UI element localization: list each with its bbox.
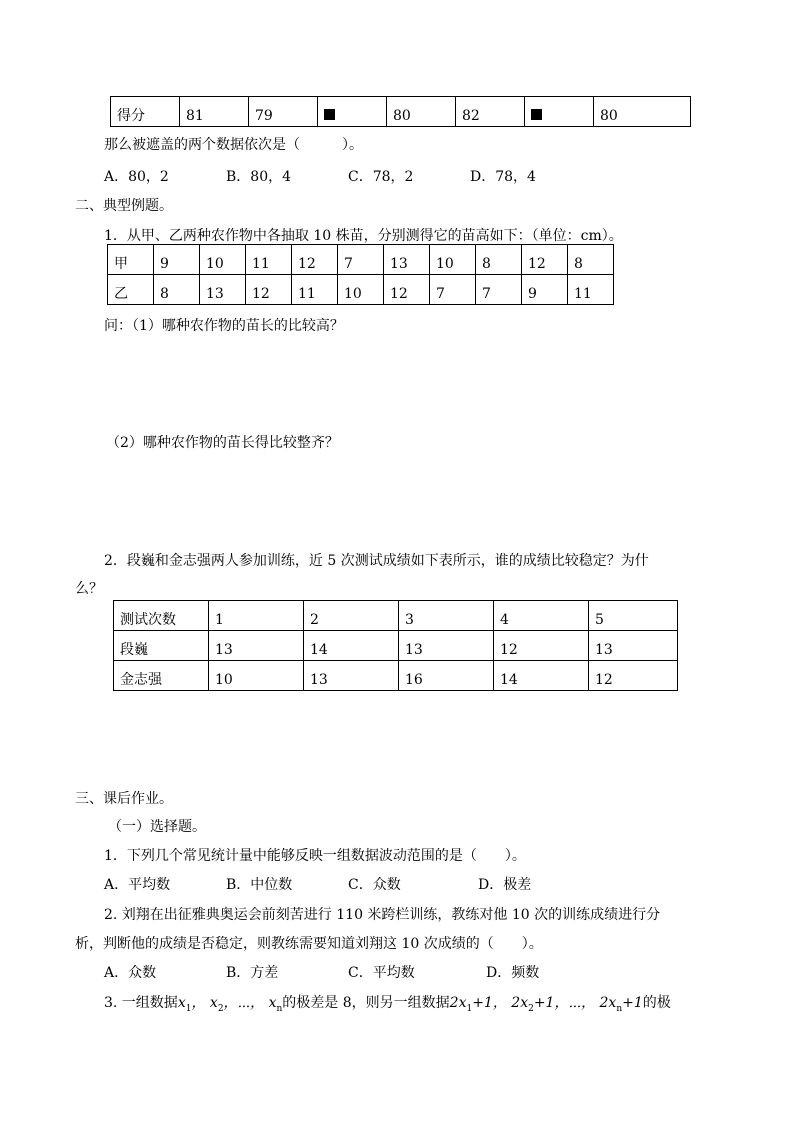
hw-q2-options <box>104 963 539 983</box>
table-cell: 13 <box>399 631 494 661</box>
table-cell: 10 <box>430 245 476 275</box>
header-cell: 1 <box>209 601 304 631</box>
table-cell: 11 <box>292 275 338 305</box>
table-cell: 7 <box>476 275 522 305</box>
table-row <box>111 97 691 127</box>
table-cell: 12 <box>522 245 568 275</box>
score-cell: 80 <box>594 97 691 127</box>
table-cell: 13 <box>384 245 430 275</box>
hw-q3-suffix: 的极 <box>642 995 671 1011</box>
row-label: 乙 <box>108 275 154 305</box>
option-b: B．中位数 <box>226 877 293 893</box>
table-cell: 12 <box>384 275 430 305</box>
option-a: A．平均数 <box>104 877 171 893</box>
option-a: A．众数 <box>104 965 157 981</box>
option-c: C．平均数 <box>348 965 415 981</box>
section3-subheading: （一）选择题。 <box>108 819 206 835</box>
section2-heading: 二、典型例题。 <box>75 198 173 214</box>
table-row <box>108 245 614 275</box>
table-cell: 12 <box>494 631 589 661</box>
example2-text-line1: 2．段巍和金志强两人参加训练，近 5 次测试成绩如下表所示，谁的成绩比较稳定？为什 <box>104 553 649 569</box>
hw-q3-mid: 的极差是 8，则另一组数据 <box>282 995 450 1011</box>
table-cell: 12 <box>589 661 678 691</box>
option-c: C．78，2 <box>348 169 414 185</box>
score-cell: 80 <box>387 97 456 127</box>
hw-q1-text: 1．下列几个常见统计量中能够反映一组数据波动范围的是（ ）。 <box>104 848 526 864</box>
option-a: A．80，2 <box>104 169 169 185</box>
hw-q3-line <box>104 993 671 1019</box>
table-cell: 10 <box>200 245 246 275</box>
mask-square <box>324 109 335 120</box>
example1-q2: （2）哪种农作物的苗长得比较整齐？ <box>106 435 339 451</box>
table-row <box>114 601 678 631</box>
table-row <box>114 661 678 691</box>
test-scores-table <box>113 600 678 691</box>
score-cell: 82 <box>456 97 525 127</box>
score-table <box>110 96 691 127</box>
seedling-table <box>107 244 614 305</box>
masked-cell <box>525 97 594 127</box>
question-masked: 那么被遮盖的两个数据依次是（ ）。 <box>104 137 363 153</box>
hw-q1-options <box>104 875 531 895</box>
option-c: C．众数 <box>348 877 401 893</box>
table-cell: 9 <box>154 245 200 275</box>
score-cell: 81 <box>180 97 249 127</box>
table-cell: 7 <box>430 275 476 305</box>
hw-q2-line1: 2. 刘翔在出征雅典奥运会前刻苦进行 110 米跨栏训练，教练对他 10 次的训练成绩进行分 <box>104 907 661 923</box>
table-cell: 7 <box>338 245 384 275</box>
table-cell: 14 <box>494 661 589 691</box>
table-cell: 12 <box>246 275 292 305</box>
table-cell: 8 <box>568 245 614 275</box>
table-cell: 13 <box>304 661 399 691</box>
formula-2x-list: $2x_1+1$， $2x_2+1$，⋯， $2x_n+1$ <box>449 995 643 1014</box>
table-row <box>114 631 678 661</box>
row-label: 金志强 <box>114 661 209 691</box>
table-cell: 9 <box>522 275 568 305</box>
table-cell: 10 <box>338 275 384 305</box>
option-b: B．80，4 <box>226 169 292 185</box>
option-d: D．频数 <box>486 965 540 981</box>
table-cell: 8 <box>476 245 522 275</box>
section3-heading: 三、课后作业。 <box>75 791 173 807</box>
option-b: B．方差 <box>226 965 279 981</box>
table-cell: 13 <box>200 275 246 305</box>
header-cell: 3 <box>399 601 494 631</box>
example1-q1: 问：（1）哪种农作物的苗长的比较高？ <box>104 318 344 334</box>
table-cell: 10 <box>209 661 304 691</box>
masked-cell <box>318 97 387 127</box>
table-cell: 12 <box>292 245 338 275</box>
hw-q3-prefix: 3. 一组数据 <box>104 995 178 1011</box>
table-cell: 11 <box>246 245 292 275</box>
example2-text-line2: 么？ <box>75 581 103 597</box>
mask-square <box>531 109 542 120</box>
table-cell: 11 <box>568 275 614 305</box>
option-d: D．78，4 <box>470 169 536 185</box>
score-label: 得分 <box>111 97 180 127</box>
table-cell: 8 <box>154 275 200 305</box>
option-d: D．极差 <box>478 877 532 893</box>
row-label: 段巍 <box>114 631 209 661</box>
row-label: 甲 <box>108 245 154 275</box>
header-cell: 4 <box>494 601 589 631</box>
options-masked <box>104 167 536 187</box>
formula-x-list: $x_1$， $x_2$，⋯， $x_n$ <box>177 995 283 1014</box>
header-cell: 测试次数 <box>114 601 209 631</box>
example1-text: 1．从甲、乙两种农作物中各抽取 10 株苗，分别测得它的苗高如下：（单位：cm）。 <box>104 228 623 244</box>
table-cell: 13 <box>589 631 678 661</box>
table-cell: 14 <box>304 631 399 661</box>
table-cell: 13 <box>209 631 304 661</box>
table-row <box>108 275 614 305</box>
hw-q2-line2: 析，判断他的成绩是否稳定，则教练需要知道刘翔这 10 次成绩的（ ）。 <box>75 936 543 952</box>
table-cell: 16 <box>399 661 494 691</box>
header-cell: 2 <box>304 601 399 631</box>
header-cell: 5 <box>589 601 678 631</box>
score-cell: 79 <box>249 97 318 127</box>
